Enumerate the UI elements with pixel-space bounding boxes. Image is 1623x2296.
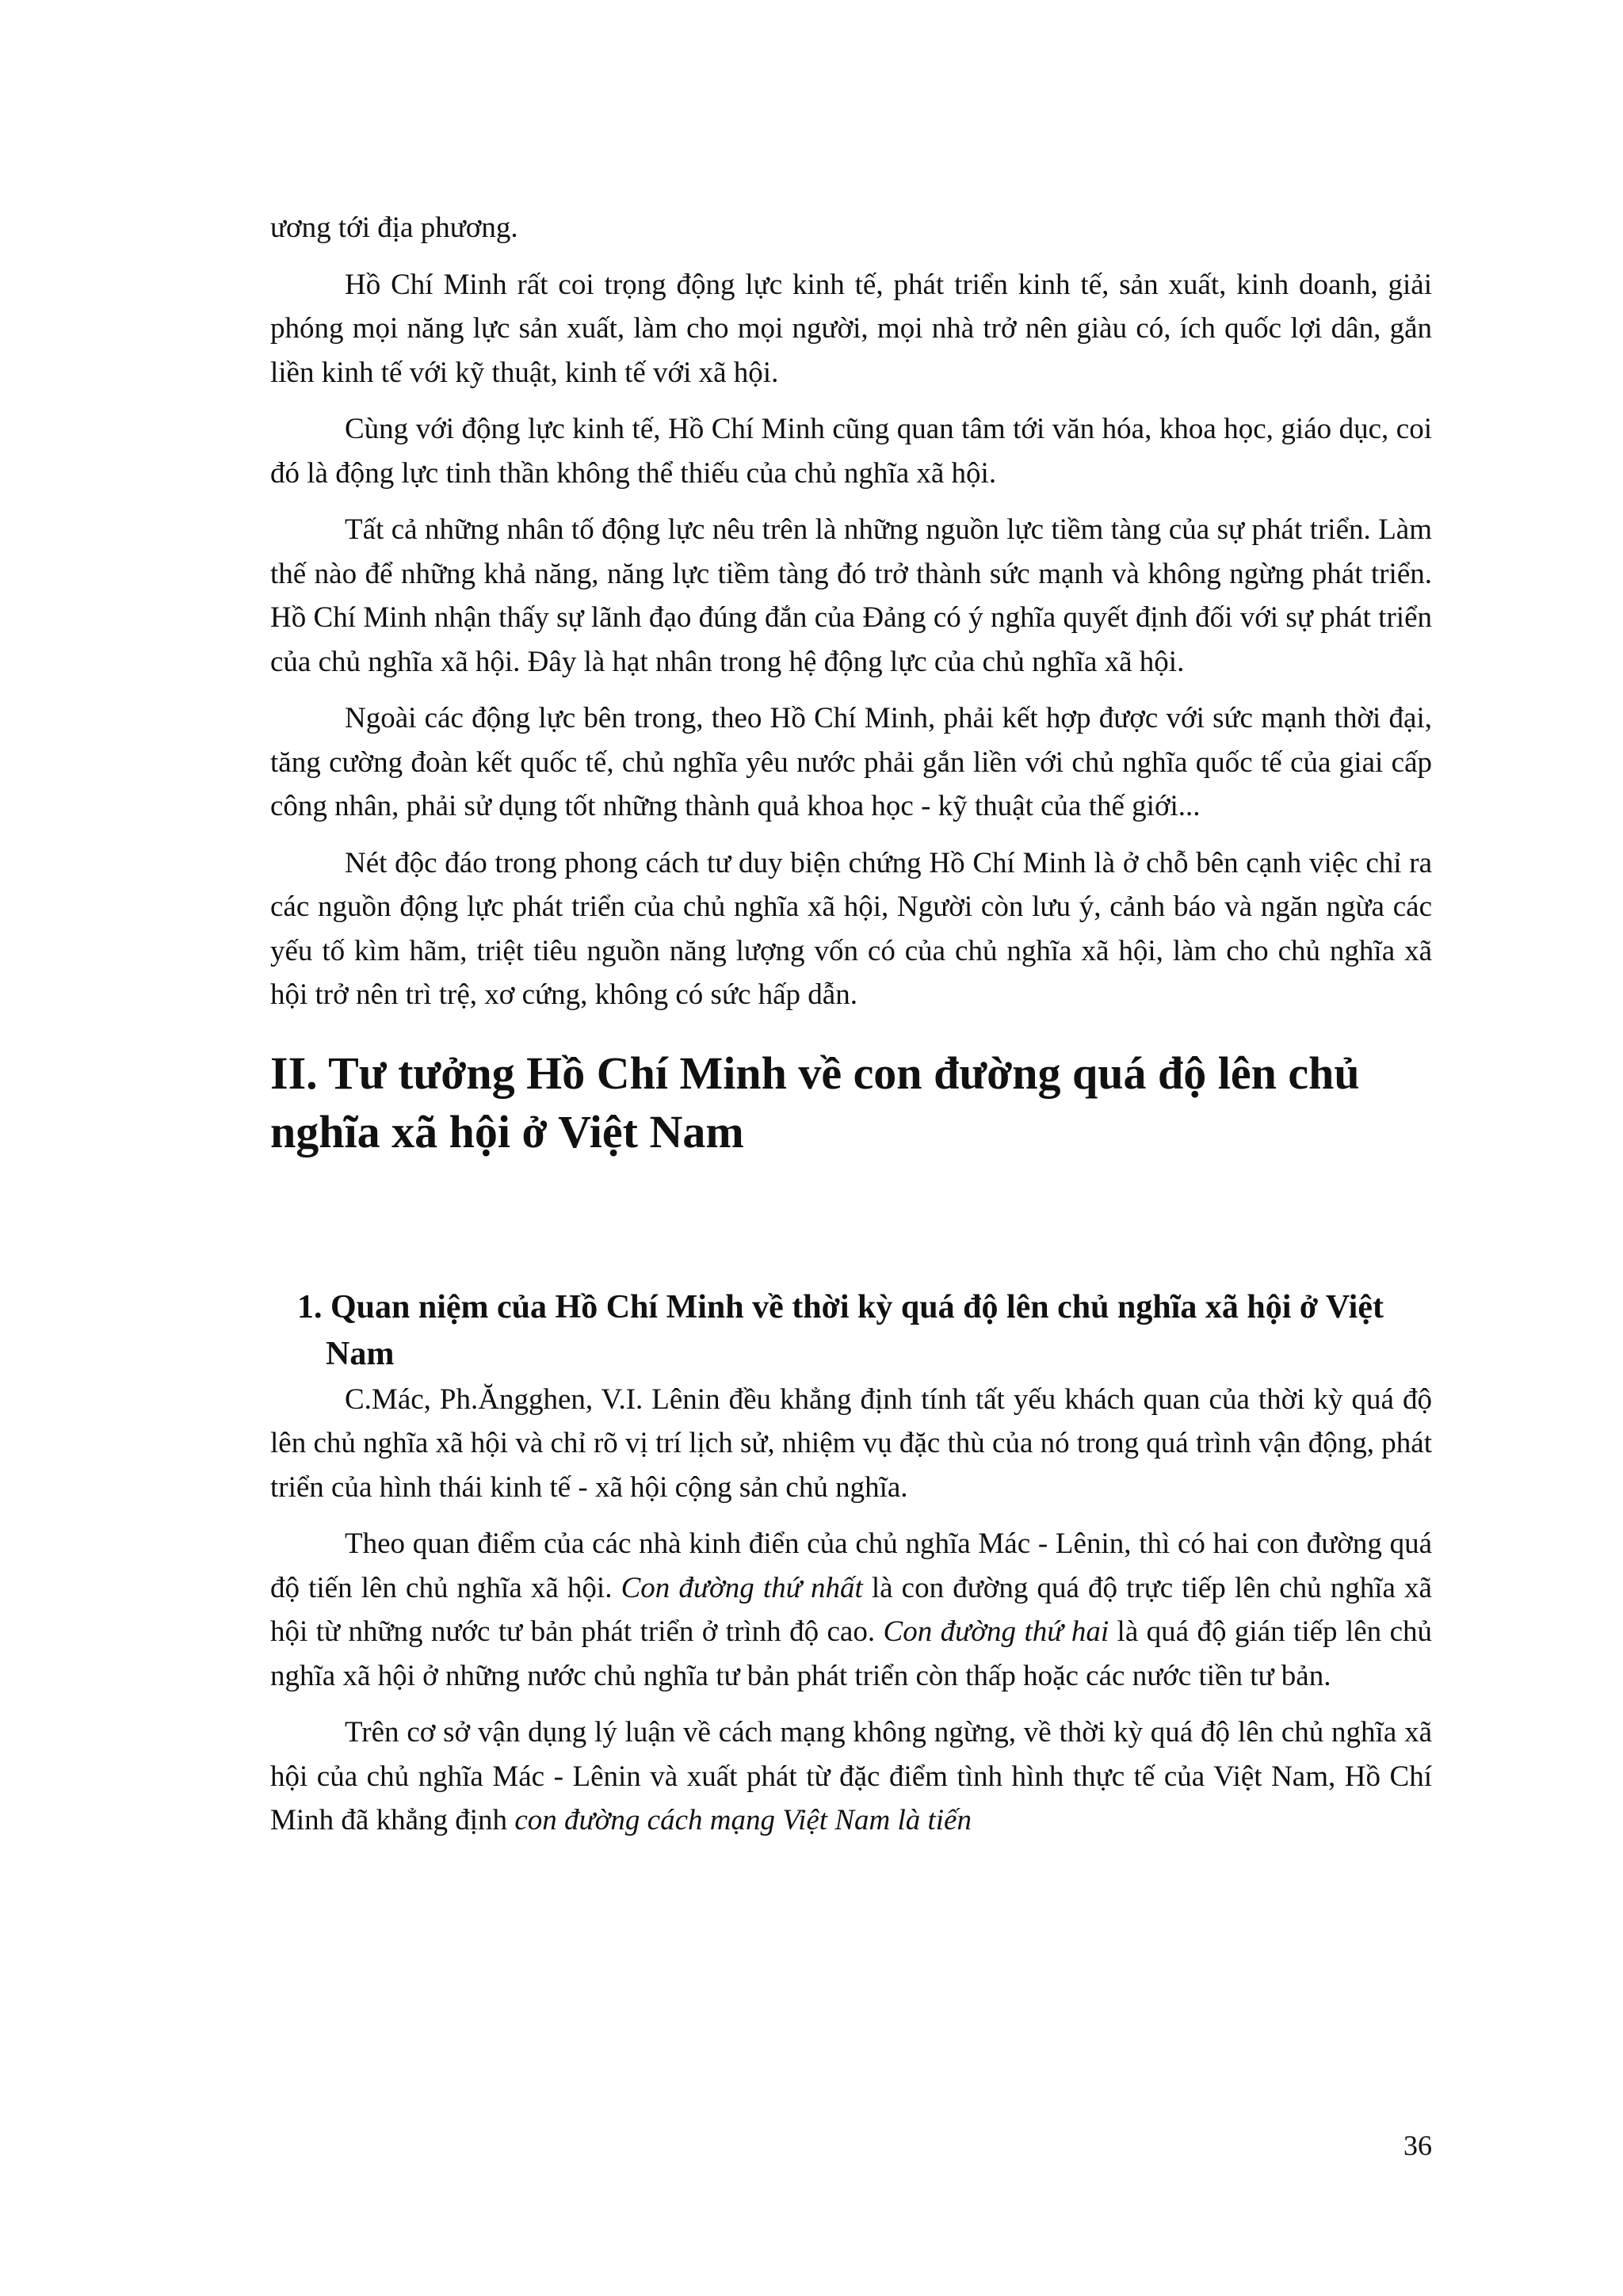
text-run: Cùng với động lực kinh tế, Hồ Chí Minh cũng quan tâm tới văn hóa, khoa học, giáo dục, coi đó là động lực tinh thần không thể thiếu của chủ nghĩa xã hội. <box>270 413 1432 490</box>
text-run: Nét độc đáo trong phong cách tư duy biện chứng Hồ Chí Minh là ở chỗ bên cạnh việc chỉ ra các nguồn động lực phát triển của chủ nghĩa xã hội, Người còn lưu ý, cảnh báo và ngăn ngừa các yếu tố kìm hãm, triệt tiêu nguồn năng lượng vốn có của chủ nghĩa xã hội, làm cho chủ nghĩa xã hội trở nên trì trệ, xơ cứng, không có sức hấp dẫn. <box>270 846 1432 1011</box>
paragraph <box>270 263 1432 395</box>
page-number: 36 <box>1403 2130 1432 2161</box>
italic-text-run: Con đường thứ hai <box>883 1615 1109 1648</box>
italic-text-run: con đường cách mạng Việt Nam là tiến <box>514 1804 972 1836</box>
section-heading: II. Tư tưởng Hồ Chí Minh về con đường quá độ lên chủ nghĩa xã hội ở Việt Nam <box>270 1047 1360 1158</box>
paragraph <box>270 206 1432 250</box>
text-run: ương tới địa phương. <box>270 212 518 244</box>
text-run: là con đường quá độ trực tiếp lên chủ nghĩa xã hội từ những nước tư bản phát triển ở trình độ cao. <box>270 1571 1432 1648</box>
paragraph <box>270 508 1432 684</box>
paragraph <box>270 407 1432 495</box>
text-run: Trên cơ sở vận dụng lý luận về cách mạng không ngừng, về thời kỳ quá độ lên chủ nghĩa xã hội của chủ nghĩa Mác - Lênin và xuất phát từ đặc điểm tình hình thực tế của Việt Nam, Hồ Chí Minh đã khẳng định <box>270 1716 1432 1836</box>
text-run: Ngoài các động lực bên trong, theo Hồ Chí Minh, phải kết hợp được với sức mạnh thời đại, tăng cường đoàn kết quốc tế, chủ nghĩa yêu nước phải gắn liền với chủ nghĩa quốc tế của giai cấp công nhân, phải sử dụng tốt những thành quả khoa học - kỹ thuật của thế giới... <box>270 702 1432 822</box>
paragraphs-before <box>270 206 1432 1017</box>
document-page <box>270 206 1432 1843</box>
text-run: Theo quan điểm của các nhà kinh điển của chủ nghĩa Mác - Lênin, thì có hai con đường quá độ tiến lên chủ nghĩa xã hội. <box>270 1527 1432 1604</box>
paragraph <box>270 696 1432 829</box>
subsection-heading: 1. Quan niệm của Hồ Chí Minh về thời kỳ quá độ lên chủ nghĩa xã hội ở Việt Nam <box>297 1288 1384 1372</box>
text-run: là quá độ gián tiếp lên chủ nghĩa xã hội ở những nước chủ nghĩa tư bản phát triển còn thấp hoặc các nước tiền tư bản. <box>270 1615 1432 1692</box>
paragraphs-after <box>270 1378 1432 1843</box>
italic-text-run: Con đường thứ nhất <box>621 1571 863 1604</box>
text-run: C.Mác, Ph.Ăngghen, V.I. Lênin đều khẳng định tính tất yếu khách quan của thời kỳ quá độ lên chủ nghĩa xã hội và chỉ rõ vị trí lịch sử, nhiệm vụ đặc thù của nó trong quá trình vận động, phát triển của hình thái kinh tế - xã hội cộng sản chủ nghĩa. <box>270 1383 1432 1504</box>
paragraph <box>270 1522 1432 1698</box>
paragraph <box>270 841 1432 1017</box>
text-run: Hồ Chí Minh rất coi trọng động lực kinh tế, phát triển kinh tế, sản xuất, kinh doanh, giải phóng mọi năng lực sản xuất, làm cho mọi người, mọi nhà trở nên giàu có, ích quốc lợi dân, gắn liền kinh tế với kỹ thuật, kinh tế với xã hội. <box>270 268 1432 389</box>
paragraph <box>270 1378 1432 1510</box>
text-run: Tất cả những nhân tố động lực nêu trên là những nguồn lực tiềm tàng của sự phát triển. Làm thế nào để những khả năng, năng lực tiềm tàng đó trở thành sức mạnh và không ngừng phát triển. Hồ Chí Minh nhận thấy sự lãnh đạo đúng đắn của Đảng có ý nghĩa quyết định đối với sự phát triển của chủ nghĩa xã hội. Đây là hạt nhân trong hệ động lực của chủ nghĩa xã hội. <box>270 513 1432 678</box>
paragraph <box>270 1711 1432 1843</box>
